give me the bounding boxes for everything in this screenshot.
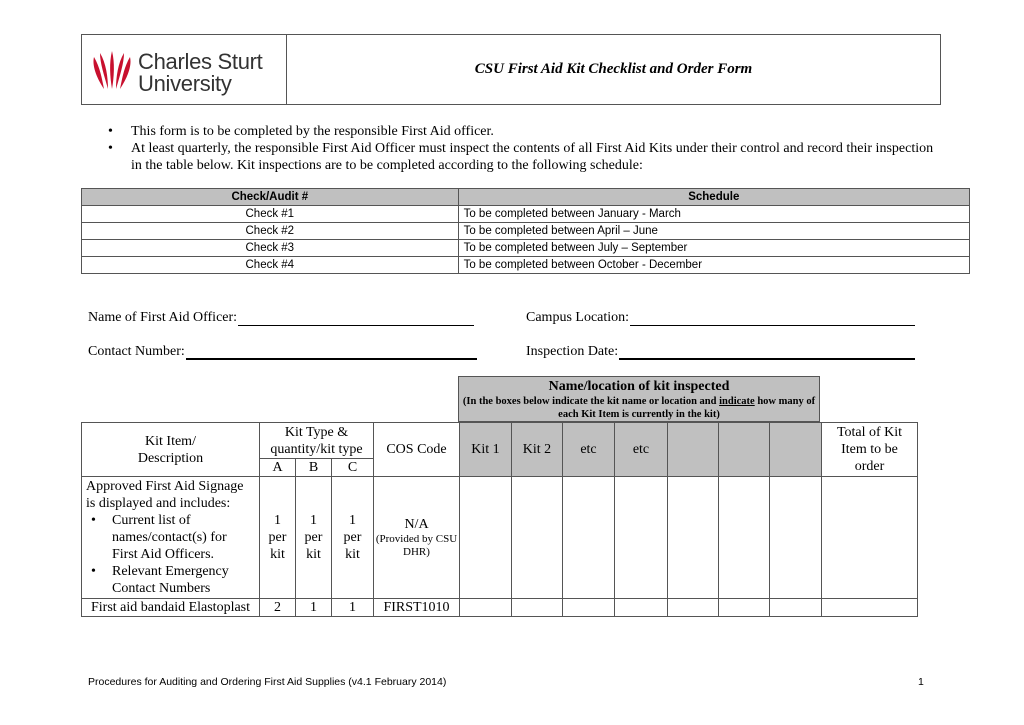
schedule-table	[81, 188, 970, 274]
kit-count-cell[interactable]	[563, 599, 615, 617]
col-kit-blank[interactable]	[668, 423, 719, 477]
table-row	[82, 477, 918, 599]
kit-count-cell[interactable]	[770, 599, 822, 617]
inspection-date-label: Inspection Date:	[526, 344, 619, 359]
list-item: • Relevant Emergency Contact Numbers	[86, 563, 255, 597]
schedule-header-row	[82, 189, 970, 206]
qty-type-c: 1	[332, 599, 374, 617]
header-box	[81, 34, 941, 105]
schedule-period: To be completed between January - March	[458, 206, 969, 223]
kit-count-cell[interactable]	[512, 599, 563, 617]
inspection-date-field[interactable]	[526, 342, 915, 360]
qty-type-b: 1 per kit	[296, 477, 332, 599]
kit-inspected-title: Name/location of kit inspected	[548, 379, 730, 394]
schedule-period: To be completed between April – June	[458, 223, 969, 240]
cos-code: N/A (Provided by CSU DHR)	[374, 477, 460, 599]
schedule-row	[82, 223, 970, 240]
item-description: First aid bandaid Elastoplast	[82, 599, 260, 617]
officer-name-field[interactable]	[88, 309, 474, 326]
campus-location-label: Campus Location:	[526, 310, 630, 325]
intro-bullet: • At least quarterly, the responsible First Aid Officer must inspect the contents of all First Aid Kits under their control and record their inspection in the table below. Kit inspections are to be completed according to the following schedule:	[108, 140, 938, 174]
total-order-cell[interactable]	[822, 599, 918, 617]
table-row	[82, 599, 918, 617]
page-number: 1	[918, 676, 924, 688]
kit-count-cell[interactable]	[719, 599, 770, 617]
col-etc-1[interactable]: etc	[563, 423, 615, 477]
intro-bullet: • This form is to be completed by the responsible First Aid officer.	[108, 123, 938, 140]
schedule-check: Check #2	[82, 223, 459, 240]
kit-count-cell[interactable]	[668, 477, 719, 599]
kit-type-b: B	[296, 459, 332, 477]
total-order-cell[interactable]	[822, 477, 918, 599]
campus-location-field[interactable]	[526, 309, 915, 326]
form-title: CSU First Aid Kit Checklist and Order Form	[474, 61, 753, 77]
col-kit-type: Kit Type & quantity/kit type	[260, 423, 374, 459]
col-kit-2[interactable]: Kit 2	[512, 423, 563, 477]
qty-type-a: 1 per kit	[260, 477, 296, 599]
logo-line-2: University	[138, 71, 232, 96]
schedule-row	[82, 206, 970, 223]
kit-type-c: C	[332, 459, 374, 477]
schedule-period: To be completed between July – September	[458, 240, 969, 257]
kit-inspected-instructions: (In the boxes below indicate the kit name or location and indicate how many of each Kit Item is currently in the kit)	[462, 396, 816, 420]
kit-count-cell[interactable]	[770, 477, 822, 599]
col-cos-code: COS Code	[374, 423, 460, 477]
schedule-col-schedule: Schedule	[458, 189, 969, 206]
schedule-col-check: Check/Audit #	[82, 189, 459, 206]
qty-type-c: 1 per kit	[332, 477, 374, 599]
schedule-check: Check #4	[82, 257, 459, 274]
qty-type-b: 1	[296, 599, 332, 617]
kit-count-cell[interactable]	[512, 477, 563, 599]
logo-line-1: Charles Sturt	[138, 49, 263, 74]
cos-code: FIRST1010	[374, 599, 460, 617]
contact-number-label: Contact Number:	[88, 344, 185, 359]
kit-count-cell[interactable]	[719, 477, 770, 599]
intro-bullets	[108, 123, 938, 174]
qty-type-a: 2	[260, 599, 296, 617]
kit-count-cell[interactable]	[668, 599, 719, 617]
kit-count-cell[interactable]	[615, 599, 668, 617]
item-description: Approved First Aid Signage is displayed and includes: • Current list of names/contact(s) for First Aid Officers. • Relevant Emergency Contact Numbers	[82, 477, 260, 599]
col-kit-1[interactable]: Kit 1	[460, 423, 512, 477]
schedule-period: To be completed between October - December	[458, 257, 969, 274]
col-kit-item: Kit Item/ Description	[82, 423, 260, 477]
col-kit-blank[interactable]	[719, 423, 770, 477]
list-item: • Current list of names/contact(s) for First Aid Officers.	[86, 512, 255, 563]
kit-inspected-header	[458, 376, 820, 422]
officer-name-label: Name of First Aid Officer:	[88, 310, 238, 325]
kit-count-cell[interactable]	[563, 477, 615, 599]
schedule-check: Check #1	[82, 206, 459, 223]
signage-list	[86, 512, 255, 597]
officer-name-line[interactable]	[238, 309, 474, 326]
inspection-date-line[interactable]	[619, 342, 915, 360]
col-kit-blank[interactable]	[770, 423, 822, 477]
logo	[82, 35, 287, 104]
kit-count-cell[interactable]	[615, 477, 668, 599]
schedule-check: Check #3	[82, 240, 459, 257]
schedule-row	[82, 240, 970, 257]
csu-flame-icon	[90, 51, 134, 91]
logo-text	[138, 51, 262, 95]
col-total-order: Total of Kit Item to be order	[822, 423, 918, 477]
contact-number-line[interactable]	[186, 342, 477, 360]
kit-type-a: A	[260, 459, 296, 477]
footer-text: Procedures for Auditing and Ordering First Aid Supplies (v4.1 February 2014)	[88, 676, 447, 688]
kit-checklist-table	[81, 422, 918, 617]
kit-count-cell[interactable]	[460, 477, 512, 599]
campus-location-line[interactable]	[630, 309, 915, 326]
schedule-row	[82, 257, 970, 274]
col-etc-2[interactable]: etc	[615, 423, 668, 477]
table-header-row	[82, 423, 918, 459]
kit-count-cell[interactable]	[460, 599, 512, 617]
contact-number-field[interactable]	[88, 342, 477, 360]
